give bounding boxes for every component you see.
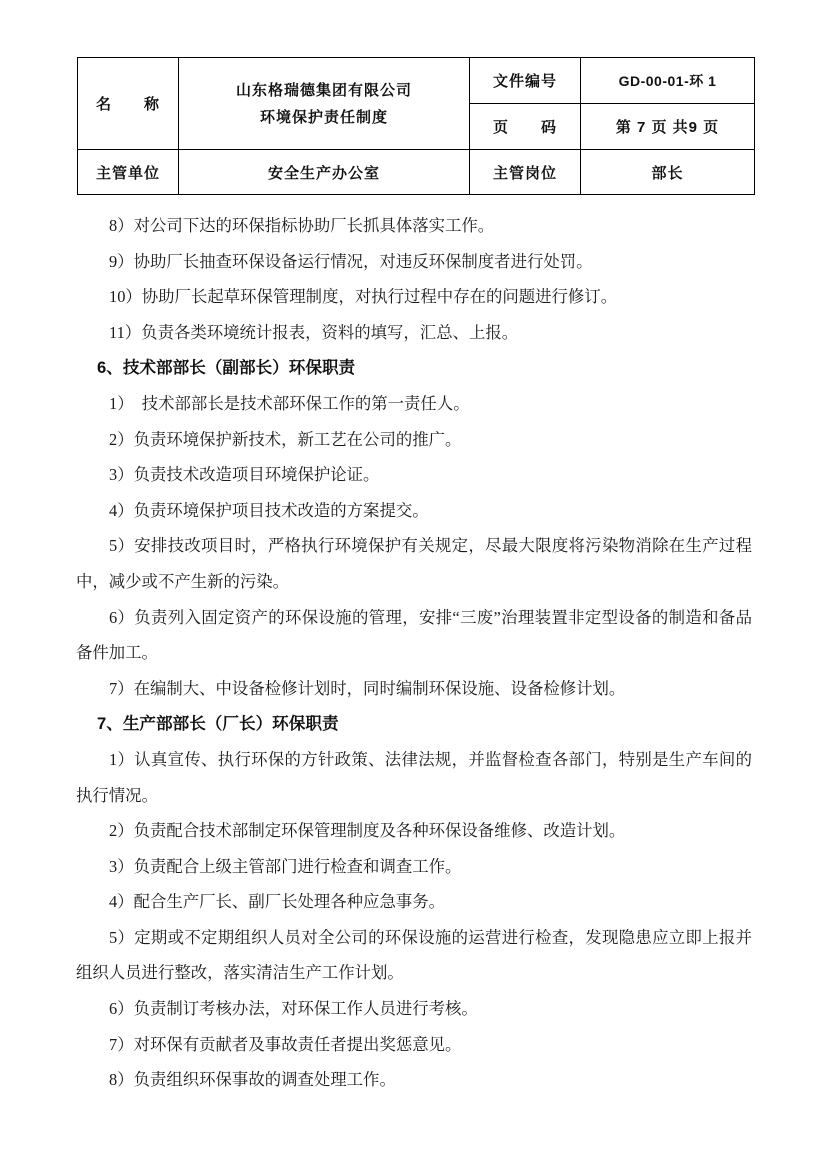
body-paragraph: 4）配合生产厂长、副厂长处理各种应急事务。 — [109, 892, 446, 912]
document-body — [76, 208, 752, 1098]
body-paragraph: 6）负责列入固定资产的环保设施的管理，安排“三废”治理装置非定型设备的制造和备品备件加工。 — [76, 607, 752, 663]
name-value-cell — [179, 58, 470, 150]
body-paragraph: 1） 技术部部长是技术部环保工作的第一责任人。 — [109, 393, 470, 413]
page-label-cell — [470, 104, 581, 150]
body-paragraph: 2）负责配合技术部制定环保管理制度及各种环保设备维修、改造计划。 — [109, 821, 626, 841]
body-paragraph: 9）协助厂长抽查环保设备运行情况，对违反环保制度者进行处罚。 — [109, 251, 593, 271]
body-paragraph: 5）定期或不定期组织人员对全公司的环保设施的运营进行检查，发现隐患应立即上报并组织人员进行整改，落实清洁生产工作计划。 — [76, 927, 752, 983]
body-paragraph: 8）负责组织环保事故的调查处理工作。 — [109, 1070, 396, 1090]
unit-value-cell — [179, 150, 470, 195]
body-paragraph: 11）负责各类环境统计报表，资料的填写，汇总、上报。 — [109, 322, 519, 342]
post-value-cell — [581, 150, 755, 195]
section-heading-7: 7、生产部部长（厂长）环保职责 — [97, 714, 339, 734]
company-name-line1: 山东格瑞德集团有限公司 — [235, 81, 412, 99]
document-header-table — [77, 57, 755, 195]
body-paragraph: 5）安排技改项目时，严格执行环境保护有关规定，尽最大限度将污染物消除在生产过程中，减少或不产生新的污染。 — [76, 536, 752, 591]
doc-no-value: GD-00-01-环 1 — [618, 72, 717, 89]
body-paragraph: 3）负责配合上级主管部门进行检查和调查工作。 — [109, 856, 462, 876]
post-value: 部长 — [651, 164, 684, 182]
body-paragraph: 7）对环保有贡献者及事故责任者提出奖惩意见。 — [109, 1034, 462, 1054]
doc-no-label: 文件编号 — [492, 73, 557, 90]
doc-no-value-cell — [581, 58, 755, 104]
body-paragraph: 1）认真宣传、执行环保的方针政策、法律法规，并监督检查各部门，特别是生产车间的执行情况。 — [76, 749, 752, 805]
body-paragraph: 4）负责环境保护项目技术改造的方案提交。 — [109, 500, 429, 520]
body-paragraph: 2）负责环境保护新技术，新工艺在公司的推广。 — [109, 429, 462, 449]
body-paragraph: 6）负责制订考核办法，对环保工作人员进行考核。 — [109, 999, 478, 1019]
post-label-cell — [470, 150, 581, 195]
company-name-line2: 环境保护责任制度 — [259, 108, 388, 126]
doc-no-label-cell — [470, 58, 581, 104]
page-label: 页 码 — [492, 119, 557, 136]
post-label: 主管岗位 — [492, 164, 557, 182]
unit-label-cell — [78, 150, 179, 195]
unit-value: 安全生产办公室 — [267, 164, 380, 182]
name-label-cell — [78, 58, 179, 150]
section-heading-6: 6、技术部部长（副部长）环保职责 — [97, 358, 356, 378]
unit-label: 主管单位 — [95, 164, 160, 182]
page-value-cell — [581, 104, 755, 150]
body-paragraph: 7）在编制大、中设备检修计划时，同时编制环保设施、设备检修计划。 — [109, 678, 626, 698]
body-paragraph: 10）协助厂长起草环保管理制度，对执行过程中存在的问题进行修订。 — [109, 287, 618, 307]
name-label: 名 称 — [95, 96, 160, 113]
page-value: 第 7 页 共9 页 — [615, 119, 720, 136]
body-paragraph: 8）对公司下达的环保指标协助厂长抓具体落实工作。 — [109, 216, 495, 235]
body-paragraph: 3）负责技术改造项目环境保护论证。 — [109, 465, 380, 485]
